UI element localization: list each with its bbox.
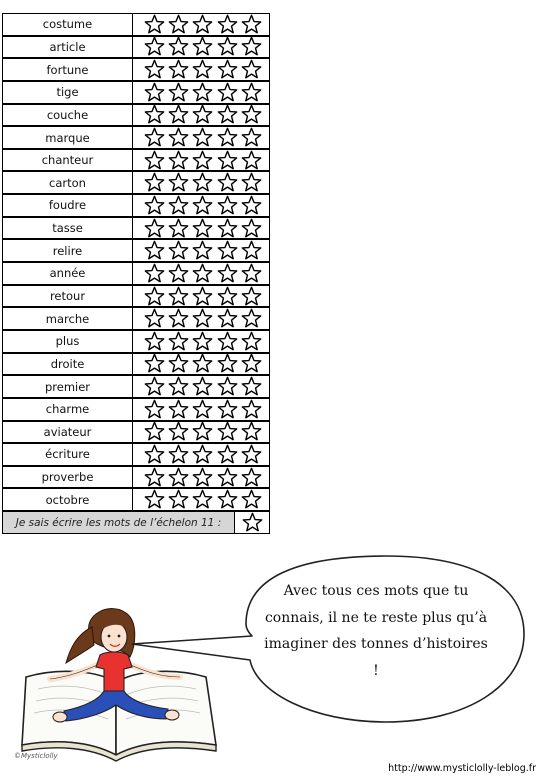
table-row — [2, 171, 270, 194]
star-icon[interactable] — [192, 263, 213, 284]
star-icon[interactable] — [217, 444, 238, 465]
star-icon[interactable] — [168, 104, 189, 125]
stars-cell — [133, 398, 270, 421]
star-icon[interactable] — [192, 14, 213, 35]
table-row — [2, 421, 270, 444]
star-icon[interactable] — [144, 172, 165, 193]
star-icon[interactable] — [217, 218, 238, 239]
star-icon[interactable] — [144, 263, 165, 284]
word-cell: tasse — [2, 217, 133, 240]
star-icon[interactable] — [144, 399, 165, 420]
star-icon[interactable] — [144, 104, 165, 125]
stars-cell — [133, 353, 270, 376]
star-icon[interactable] — [144, 376, 165, 397]
table-row — [2, 58, 270, 81]
star-icon[interactable] — [241, 82, 262, 103]
star-icon[interactable] — [217, 308, 238, 329]
star-icon[interactable] — [241, 36, 262, 57]
star-icon[interactable] — [241, 286, 262, 307]
bubble-line: Avec tous ces mots que tu — [283, 583, 469, 599]
stars-cell — [133, 443, 270, 466]
table-row — [2, 13, 270, 36]
star-icon[interactable] — [241, 399, 262, 420]
star-icon[interactable] — [192, 286, 213, 307]
stars-cell — [133, 488, 270, 511]
star-icon[interactable] — [144, 353, 165, 374]
table-row — [2, 398, 270, 421]
star-icon[interactable] — [241, 195, 262, 216]
star-icon[interactable] — [217, 399, 238, 420]
star-icon[interactable] — [217, 195, 238, 216]
star-icon[interactable] — [241, 240, 262, 261]
star-icon[interactable] — [168, 331, 189, 352]
star-icon[interactable] — [192, 376, 213, 397]
star-icon[interactable] — [217, 150, 238, 171]
star-icon[interactable] — [168, 59, 189, 80]
illustrator-signature: ©Mysticlolly — [14, 752, 58, 760]
word-cell: proverbe — [2, 466, 133, 489]
word-cell: foudre — [2, 194, 133, 217]
star-icon[interactable] — [241, 127, 262, 148]
stars-cell — [133, 330, 270, 353]
star-icon[interactable] — [192, 150, 213, 171]
star-icon[interactable] — [168, 399, 189, 420]
stars-cell — [133, 81, 270, 104]
star-icon[interactable] — [144, 421, 165, 442]
star-icon[interactable] — [241, 14, 262, 35]
table-row — [2, 488, 270, 511]
word-cell: premier — [2, 375, 133, 398]
star-icon[interactable] — [144, 59, 165, 80]
star-icon[interactable] — [168, 467, 189, 488]
star-icon[interactable] — [144, 82, 165, 103]
footer-star-cell[interactable] — [235, 511, 270, 534]
star-icon[interactable] — [241, 489, 262, 510]
star-icon[interactable] — [168, 150, 189, 171]
word-cell: relire — [2, 239, 133, 262]
table-row — [2, 307, 270, 330]
star-icon[interactable] — [144, 331, 165, 352]
word-cell: octobre — [2, 488, 133, 511]
star-icon[interactable] — [192, 127, 213, 148]
word-cell: retour — [2, 285, 133, 308]
word-cell: marche — [2, 307, 133, 330]
star-icon[interactable] — [241, 218, 262, 239]
star-icon[interactable] — [144, 308, 165, 329]
star-icon[interactable] — [241, 353, 262, 374]
star-icon[interactable] — [168, 36, 189, 57]
star-icon[interactable] — [192, 195, 213, 216]
table-row — [2, 217, 270, 240]
star-icon[interactable] — [217, 331, 238, 352]
table-row — [2, 375, 270, 398]
star-icon[interactable] — [241, 331, 262, 352]
table-row — [2, 285, 270, 308]
table-row — [2, 36, 270, 59]
footer-row — [2, 511, 270, 534]
star-icon[interactable] — [217, 82, 238, 103]
star-icon[interactable] — [192, 353, 213, 374]
stars-cell — [133, 466, 270, 489]
star-icon[interactable] — [217, 240, 238, 261]
star-icon[interactable] — [217, 104, 238, 125]
star-icon[interactable] — [241, 263, 262, 284]
word-cell: fortune — [2, 58, 133, 81]
star-icon[interactable] — [192, 82, 213, 103]
star-icon[interactable] — [192, 218, 213, 239]
stars-cell — [133, 262, 270, 285]
star-icon[interactable] — [168, 172, 189, 193]
stars-cell — [133, 375, 270, 398]
word-cell: aviateur — [2, 421, 133, 444]
star-icon[interactable] — [168, 14, 189, 35]
stars-cell — [133, 171, 270, 194]
star-icon[interactable] — [144, 127, 165, 148]
star-icon[interactable] — [144, 240, 165, 261]
stars-cell — [133, 285, 270, 308]
word-cell: année — [2, 262, 133, 285]
stars-cell — [133, 36, 270, 59]
table-row — [2, 104, 270, 127]
word-cell: couche — [2, 104, 133, 127]
star-icon[interactable] — [192, 240, 213, 261]
star-icon[interactable] — [168, 353, 189, 374]
star-icon[interactable] — [241, 150, 262, 171]
star-icon[interactable] — [217, 59, 238, 80]
star-icon[interactable] — [168, 240, 189, 261]
word-cell: carton — [2, 171, 133, 194]
star-icon[interactable] — [192, 59, 213, 80]
stars-cell — [133, 421, 270, 444]
table-row — [2, 149, 270, 172]
site-url[interactable]: http://www.mysticlolly-leblog.fr — [388, 763, 536, 774]
word-cell: costume — [2, 13, 133, 36]
bubble-text — [246, 578, 506, 684]
star-icon[interactable] — [168, 444, 189, 465]
table-row — [2, 81, 270, 104]
star-icon[interactable] — [192, 172, 213, 193]
star-icon[interactable] — [144, 218, 165, 239]
star-icon[interactable] — [144, 195, 165, 216]
word-table — [2, 13, 270, 511]
star-icon[interactable] — [242, 512, 263, 533]
table-row — [2, 443, 270, 466]
bubble-line: ! — [373, 662, 379, 679]
star-icon[interactable] — [241, 376, 262, 397]
star-icon[interactable] — [217, 286, 238, 307]
star-icon[interactable] — [241, 59, 262, 80]
word-cell: tige — [2, 81, 133, 104]
star-icon[interactable] — [144, 286, 165, 307]
star-icon[interactable] — [241, 467, 262, 488]
star-icon[interactable] — [217, 489, 238, 510]
star-icon[interactable] — [144, 36, 165, 57]
star-icon[interactable] — [217, 421, 238, 442]
star-icon[interactable] — [241, 104, 262, 125]
word-cell: droite — [2, 353, 133, 376]
star-icon[interactable] — [217, 376, 238, 397]
star-icon[interactable] — [144, 14, 165, 35]
table-row — [2, 330, 270, 353]
stars-cell — [133, 239, 270, 262]
footer-label: Je sais écrire les mots de l’échelon 11 : — [2, 511, 235, 534]
star-icon[interactable] — [168, 218, 189, 239]
table-row — [2, 239, 270, 262]
star-icon[interactable] — [168, 376, 189, 397]
bubble-line: connais, il ne te reste plus qu’à — [264, 609, 488, 626]
star-icon[interactable] — [168, 263, 189, 284]
star-icon[interactable] — [168, 489, 189, 510]
star-icon[interactable] — [217, 467, 238, 488]
star-icon[interactable] — [144, 489, 165, 510]
star-icon[interactable] — [217, 353, 238, 374]
star-icon[interactable] — [241, 444, 262, 465]
table-row — [2, 262, 270, 285]
star-icon[interactable] — [192, 308, 213, 329]
speech-bubble — [126, 552, 530, 732]
star-icon[interactable] — [144, 444, 165, 465]
star-icon[interactable] — [168, 195, 189, 216]
star-icon[interactable] — [217, 36, 238, 57]
star-icon[interactable] — [217, 263, 238, 284]
stars-cell — [133, 149, 270, 172]
stars-cell — [133, 126, 270, 149]
star-icon[interactable] — [192, 331, 213, 352]
word-cell: charme — [2, 398, 133, 421]
star-icon[interactable] — [192, 421, 213, 442]
star-icon[interactable] — [144, 150, 165, 171]
stars-cell — [133, 217, 270, 240]
star-icon[interactable] — [192, 399, 213, 420]
word-cell: chanteur — [2, 149, 133, 172]
star-icon[interactable] — [168, 82, 189, 103]
word-cell: article — [2, 36, 133, 59]
star-icon[interactable] — [241, 421, 262, 442]
star-icon[interactable] — [192, 104, 213, 125]
stars-cell — [133, 104, 270, 127]
star-icon[interactable] — [144, 467, 165, 488]
stars-cell — [133, 58, 270, 81]
star-icon[interactable] — [217, 127, 238, 148]
star-icon[interactable] — [241, 172, 262, 193]
star-icon[interactable] — [168, 127, 189, 148]
star-icon[interactable] — [217, 14, 238, 35]
star-icon[interactable] — [168, 308, 189, 329]
star-icon[interactable] — [192, 489, 213, 510]
table-row — [2, 126, 270, 149]
stars-cell — [133, 307, 270, 330]
star-icon[interactable] — [168, 286, 189, 307]
bubble-line: imaginer des tonnes d’histoires — [264, 636, 488, 652]
star-icon[interactable] — [192, 444, 213, 465]
table-row — [2, 194, 270, 217]
star-icon[interactable] — [192, 36, 213, 57]
stars-cell — [133, 13, 270, 36]
star-icon[interactable] — [241, 308, 262, 329]
word-cell: marque — [2, 126, 133, 149]
star-icon[interactable] — [217, 172, 238, 193]
word-cell: écriture — [2, 443, 133, 466]
stars-cell — [133, 194, 270, 217]
star-icon[interactable] — [168, 421, 189, 442]
word-cell: plus — [2, 330, 133, 353]
table-row — [2, 466, 270, 489]
star-icon[interactable] — [192, 467, 213, 488]
table-row — [2, 353, 270, 376]
